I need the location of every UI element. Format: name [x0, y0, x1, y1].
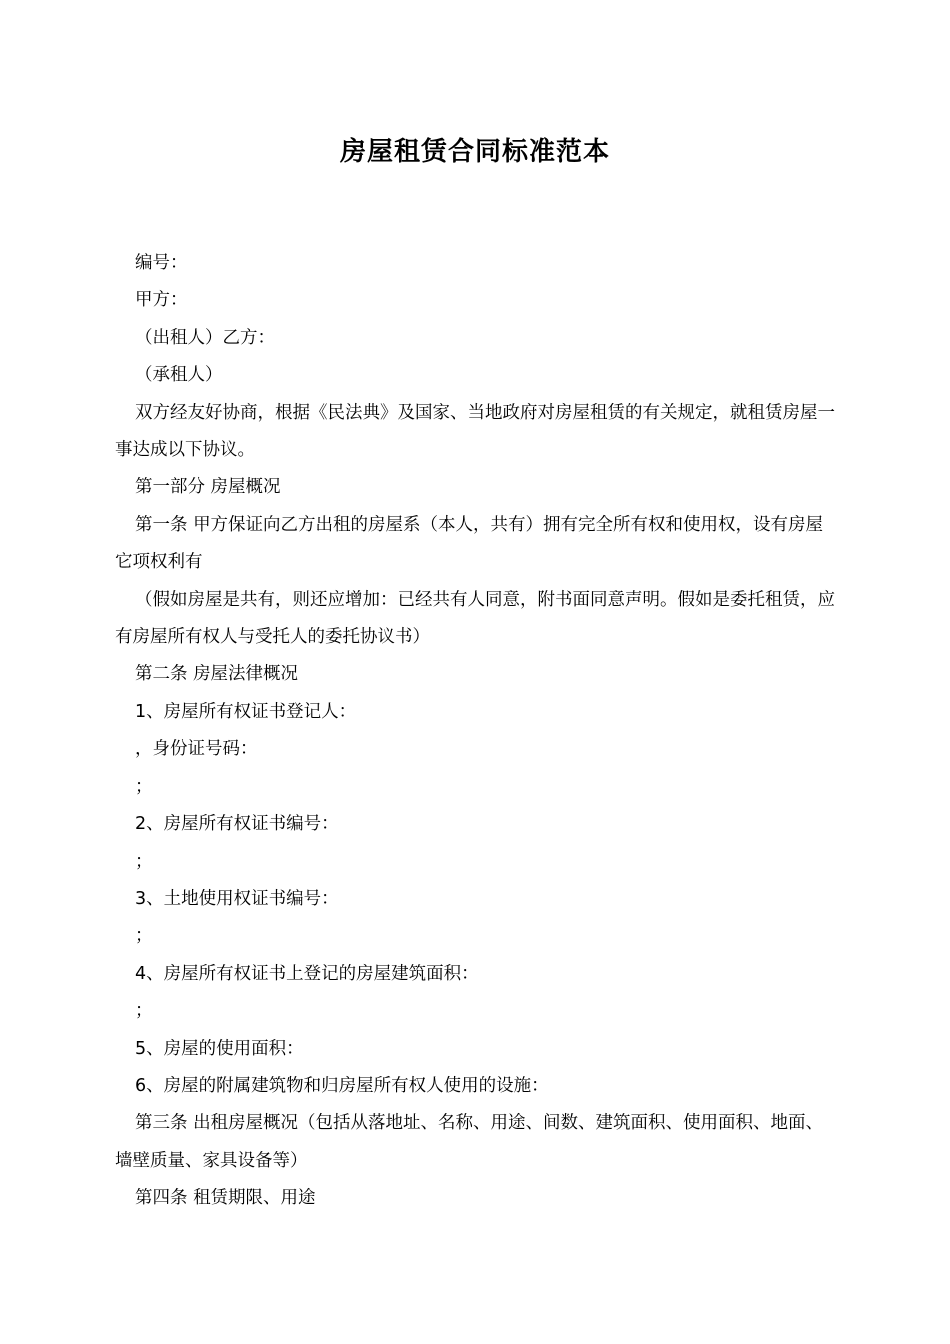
item-2-end: ；	[135, 851, 153, 872]
item-4-floor-area: 4、房屋所有权证书上登记的房屋建筑面积：	[135, 963, 479, 984]
document-title: 房屋租赁合同标准范本	[339, 137, 610, 167]
item-4-end: ；	[135, 1001, 153, 1022]
item-3-land-certificate: 3、土地使用权证书编号：	[135, 888, 339, 909]
paragraph-lessee: （承租人）	[135, 365, 223, 386]
article-one: 第一条 甲方保证向乙方出租的房屋系（本人，共有）拥有完全所有权和使用权，设有房屋它项权利有	[115, 514, 824, 573]
item-6-facilities: 6、房屋的附属建筑物和归房屋所有权人使用的设施：	[135, 1075, 549, 1096]
article-two-heading: 第二条 房屋法律概况	[135, 664, 299, 685]
item-3-end: ；	[135, 926, 153, 947]
paragraph-lessor-party-b: （出租人）乙方：	[135, 327, 275, 348]
paragraph-party-a: 甲方：	[135, 290, 188, 311]
item-2-certificate-number: 2、房屋所有权证书编号：	[135, 814, 339, 835]
item-1-id-number: ，身份证号码：	[135, 739, 258, 760]
paragraph-serial-number: 编号：	[135, 253, 188, 273]
item-1-registrant: 1、房屋所有权证书登记人：	[135, 701, 357, 722]
paragraph-preamble: 双方经友好协商，根据《民法典》及国家、当地政府对房屋租赁的有关规定，就租赁房屋一事达成以下协议。	[115, 402, 835, 461]
article-one-note: （假如房屋是共有，则还应增加：已经共有人同意，附书面同意声明。假如是委托租赁，应有房屋所有权人与受托人的委托协议书）	[115, 589, 835, 648]
document-body	[115, 245, 835, 1218]
item-5-usable-area: 5、房屋的使用面积：	[135, 1038, 304, 1059]
article-three: 第三条 出租房屋概况（包括从落地址、名称、用途、间数、建筑面积、使用面积、地面、墙壁质量、家具设备等）	[115, 1113, 824, 1171]
section-heading-part-one: 第一部分 房屋概况	[135, 477, 281, 498]
article-four-heading: 第四条 租赁期限、用途	[135, 1188, 316, 1209]
item-1-end: ；	[135, 776, 153, 797]
